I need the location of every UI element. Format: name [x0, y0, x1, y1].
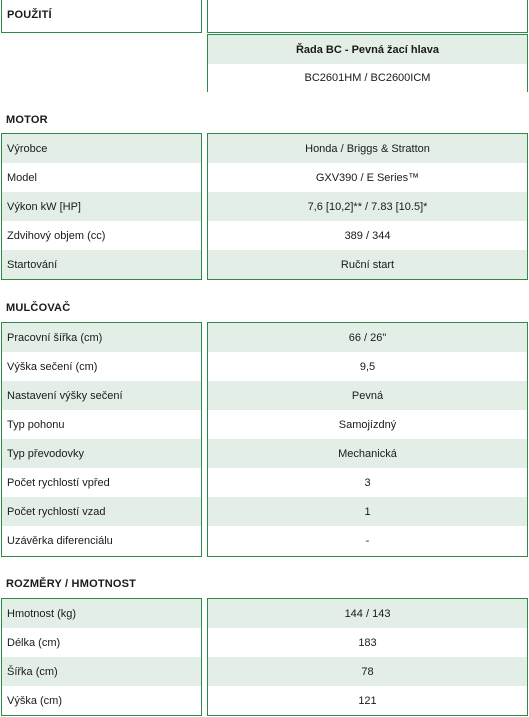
mulcher-label: Uzávěrka diferenciálu	[7, 535, 113, 547]
series-header	[208, 35, 527, 64]
dimensions-value: 144 / 143	[344, 607, 391, 620]
motor-value-row	[208, 221, 527, 250]
usage-title-cell	[2, 0, 201, 31]
motor-value-row	[208, 250, 527, 279]
motor-title: MOTOR	[6, 114, 48, 126]
mulcher-label-row	[2, 468, 201, 497]
motor-label: Výkon kW [HP]	[7, 200, 81, 213]
dimensions-value: 78	[361, 665, 374, 678]
mulcher-value-row	[208, 497, 527, 526]
mulcher-label: Typ převodovky	[7, 447, 85, 460]
mulcher-title: MULČOVAČ	[6, 302, 71, 314]
motor-label: Výrobce	[7, 142, 48, 155]
usage-top-box	[207, 0, 528, 33]
mulcher-value: Pevná	[351, 389, 384, 402]
mulcher-value-row	[208, 352, 527, 381]
dimensions-value-row	[208, 657, 527, 686]
mulcher-value-row	[208, 410, 527, 439]
mulcher-value-row	[208, 439, 527, 468]
mulcher-values	[207, 322, 528, 557]
motor-label-row	[2, 192, 201, 221]
dimensions-label: Hmotnost (kg)	[7, 607, 77, 620]
dimensions-label-row	[2, 599, 201, 628]
motor-label-row	[2, 163, 201, 192]
motor-label: Zdvihový objem (cc)	[7, 229, 106, 242]
dimensions-values	[207, 598, 528, 716]
motor-labels	[1, 133, 202, 280]
mulcher-value: Samojízdný	[338, 418, 397, 431]
mulcher-value-row	[208, 323, 527, 352]
motor-label: Model	[7, 171, 37, 184]
mulcher-value: Mechanická	[338, 447, 397, 460]
dimensions-label: Šířka (cm)	[7, 665, 58, 678]
usage-label-box	[1, 0, 202, 33]
dimensions-value-row	[208, 628, 527, 657]
usage-title: POUŽITÍ	[7, 8, 52, 21]
motor-value: 7,6 [10,2]** / 7.83 [10.5]*	[307, 200, 428, 213]
mulcher-value-row	[208, 468, 527, 497]
models-row	[208, 64, 527, 92]
dimensions-label-row	[2, 657, 201, 686]
mulcher-value-row	[208, 526, 527, 556]
mulcher-value: 9,5	[359, 360, 376, 373]
dimensions-value-row	[208, 599, 527, 628]
motor-label-row	[2, 250, 201, 279]
motor-value-row	[208, 134, 527, 163]
mulcher-value: 3	[364, 476, 371, 489]
mulcher-value-row	[208, 381, 527, 410]
series-header-text: Řada BC - Pevná žací hlava	[295, 43, 440, 56]
motor-label-row	[2, 221, 201, 250]
mulcher-label: Typ pohonu	[7, 418, 65, 431]
motor-value-row	[208, 192, 527, 221]
dimensions-title: ROZMĚRY / HMOTNOST	[6, 578, 137, 590]
usage-value-box	[207, 34, 528, 92]
motor-value-row	[208, 163, 527, 192]
mulcher-label-row	[2, 323, 201, 352]
mulcher-label: Počet rychlostí vpřed	[7, 476, 110, 489]
mulcher-label: Pracovní šířka (cm)	[7, 331, 103, 344]
models-text: BC2601HM / BC2600ICM	[304, 72, 431, 84]
mulcher-label-row	[2, 352, 201, 381]
motor-value: Ruční start	[340, 258, 395, 271]
dimensions-label: Délka (cm)	[7, 636, 61, 649]
mulcher-label-row	[2, 439, 201, 468]
motor-label-row	[2, 134, 201, 163]
dimensions-value-row	[208, 686, 527, 715]
mulcher-label-row	[2, 526, 201, 556]
mulcher-value: 66 / 26"	[348, 331, 387, 344]
mulcher-value: 1	[364, 505, 371, 518]
motor-values	[207, 133, 528, 280]
dimensions-value: 121	[358, 694, 377, 707]
dimensions-labels	[1, 598, 202, 716]
mulcher-value: -	[365, 535, 370, 547]
dimensions-label-row	[2, 686, 201, 715]
mulcher-label-row	[2, 381, 201, 410]
dimensions-label-row	[2, 628, 201, 657]
mulcher-label: Počet rychlostí vzad	[7, 505, 106, 518]
dimensions-label: Výška (cm)	[7, 694, 62, 707]
motor-value: Honda / Briggs & Stratton	[305, 142, 430, 155]
mulcher-labels	[1, 322, 202, 557]
dimensions-value: 183	[358, 636, 377, 649]
motor-label: Startování	[7, 258, 58, 271]
motor-value: 389 / 344	[344, 229, 391, 242]
mulcher-label-row	[2, 410, 201, 439]
mulcher-label-row	[2, 497, 201, 526]
mulcher-label: Výška sečení (cm)	[7, 360, 98, 373]
mulcher-label: Nastavení výšky sečení	[7, 389, 123, 402]
motor-value: GXV390 / E Series™	[315, 171, 420, 184]
